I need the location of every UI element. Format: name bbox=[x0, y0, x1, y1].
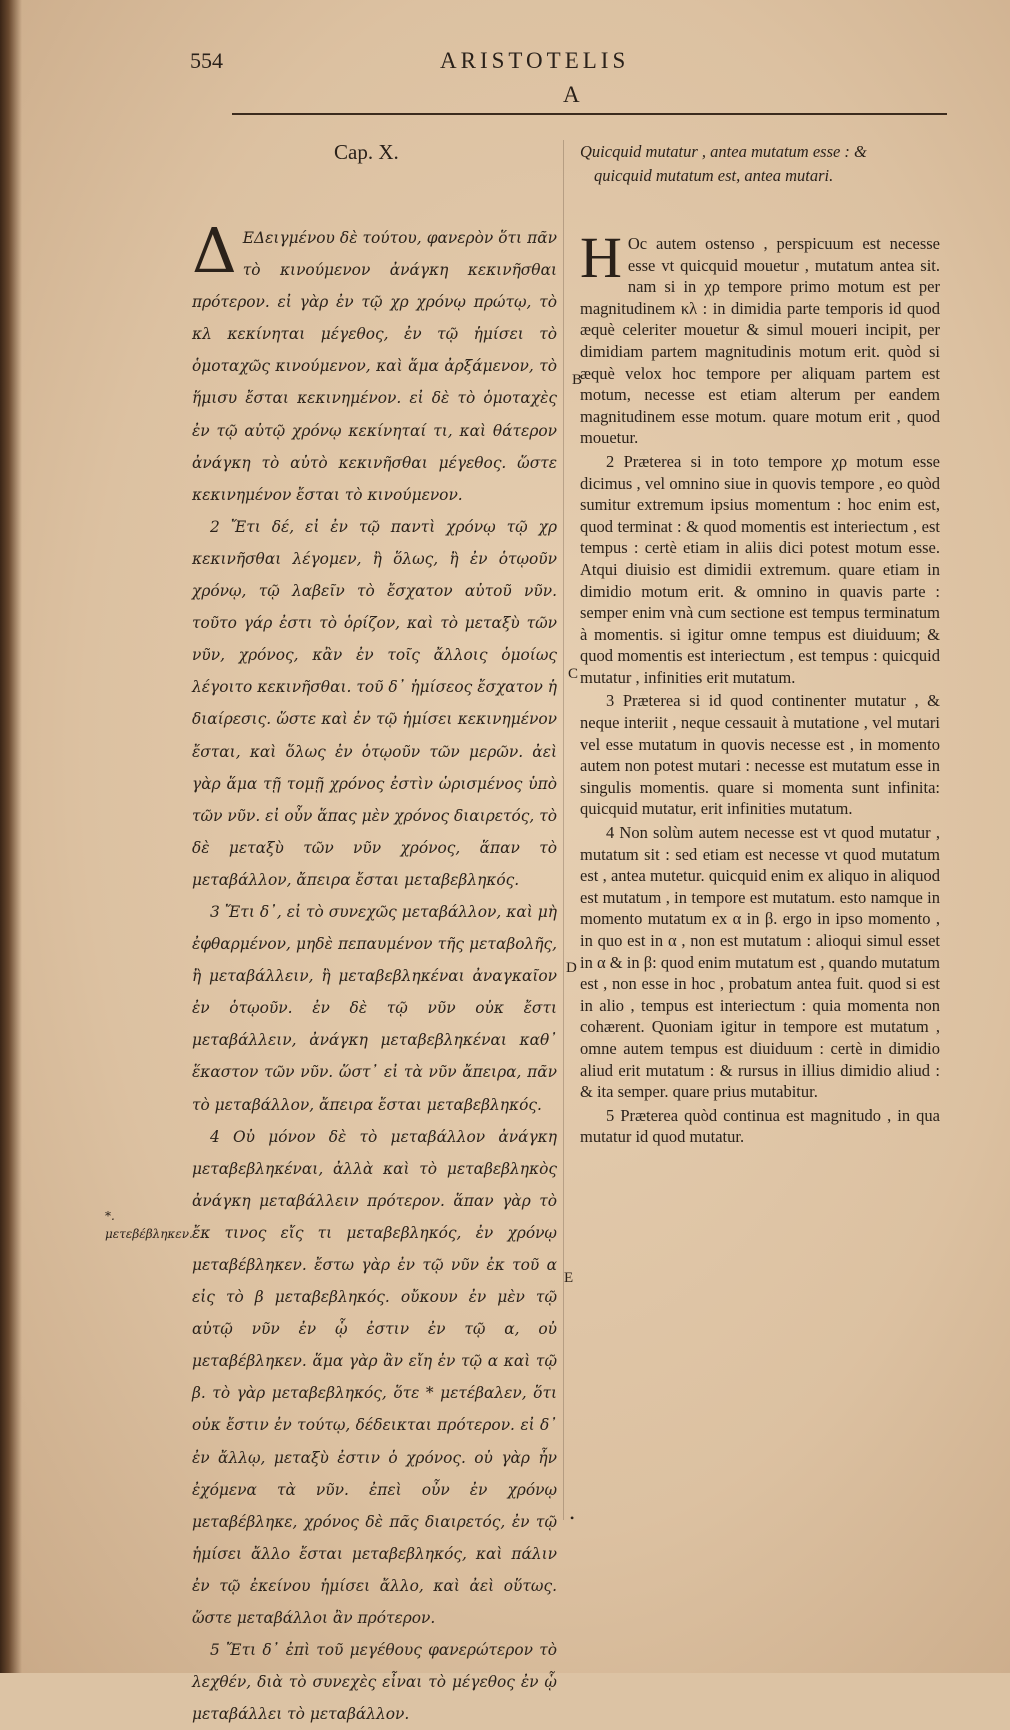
greek-text bbox=[192, 214, 557, 1730]
latin-paragraph-4: 4 Non solùm autem necesse est vt quod mutatur , mutatum sit : sed etiam est necesse vt quod mutatum est , antea mutetur. quicquid enim ex aliquo in aliquod est mutatum , in tempore est mutatum. esto namque in momento mutatum ex α in β. ergo in ipso momento , in quo est in α , non est mutatum : alioqui simul esset in α & in β: quod enim mutatum est , quando mutatum est , non esse in hoc , probatum antea fuit. quod si est in alio , tempus est interiectum : quia momenta non cohærent. Quoniam igitur in tempore est mutatum , omne autem tempus est diuiduum : certè in dimidio aliud erit mutatum : & rursus in illius dimidio aliud : & ita semper. quare prius mutabitur. bbox=[580, 823, 940, 1102]
drop-initial-h: H bbox=[580, 225, 622, 290]
greek-paragraph-4: 4 Οὐ μόνον δὲ τὸ μεταβάλλον ἀνάγκη μεταβεβληκέναι, ἀλλὰ καὶ τὸ μεταβεβληκὸς ἀνάγκη μεταβάλλειν πρότερον. ἅπαν γὰρ τὸ ἔκ τινος εἴς τι μεταβεβληκός, ἐν χρόνῳ μεταβέβληκεν. ἔστω γὰρ ἐν τῷ νῦν ἐκ τοῦ α εἰς τὸ β μεταβεβληκός. οὔκουν ἐν μὲν τῷ αὐτῷ νῦν ἐν ᾧ ἐστιν ἐν τῷ α, οὐ μεταβέβληκεν. ἅμα γὰρ ἂν εἴη ἐν τῷ α καὶ τῷ β. τὸ γὰρ μεταβεβληκός, ὅτε * μετέβαλεν, ὅτι οὐκ ἔστιν ἐν τούτῳ, δέδεικται πρότερον. εἰ δ᾽ ἐν ἄλλῳ, μεταξὺ ἐστιν ὁ χρόνος. οὐ γὰρ ἦν ἐχόμενα τὰ νῦν. ἐπεὶ οὖν ἐν χρόνῳ μεταβέβληκε, χρόνος δὲ πᾶς διαιρετός, ἐν τῷ ἡμίσει ἄλλο ἔσται μεταβεβληκός, καὶ πάλιν ἐν τῷ ἐκείνου ἡμίσει ἄλλο, καὶ ἀεὶ οὕτως. ὥστε μεταβάλλοι ἂν πρότερον. bbox=[192, 1127, 557, 1628]
chapter-summary-line-2: quicquid mutatum est, antea mutari. bbox=[594, 166, 834, 185]
greek-paragraph-5: 5 Ἔτι δ᾽ ἐπὶ τοῦ μεγέθους φανερώτερον τὸ λεχθέν, διὰ τὸ συνεχὲς εἶναι τὸ μέγεθος ἐν ᾧ μεταβάλλει τὸ μεταβάλλον. bbox=[192, 1641, 557, 1724]
column-divider bbox=[563, 140, 564, 1520]
page-number: 554 bbox=[190, 48, 223, 73]
chapter-summary bbox=[580, 140, 940, 188]
latin-paragraph-3: 3 Præterea si id quod continenter mutatur , & neque interiit , neque cessauit à mutatione , vel mutari vel esse mutatum in quovis necesse est , in momento autem non potest mutari : necesse est mutatum esse in singulis momentis. quare si momenta sunt infinita: quicquid mutatur, erit infinities mutatum. bbox=[580, 691, 940, 819]
greek-paragraph-1: Δ ΕΔειγμένου δὲ τούτου, φανερὸν ὅτι πᾶν τὸ κινούμενον ἀνάγκη κεκινῆσθαι πρότερον. εἰ γὰρ ἐν τῷ χρ χρόνῳ πρώτῳ, τὸ κλ κεκίνηται μέγεθος, ἐν τῷ ἡμίσει τὸ ὁμοταχῶς κινούμενον, καὶ ἅμα ἀρξάμενον, τὸ ἥμισυ ἔσται κεκινημένον. εἰ δὲ τὸ ὁμοταχὲς ἐν τῷ αὐτῷ χρόνῳ κεκίνηταί τι, καὶ θάτερον ἀνάγκη τὸ αὐτὸ κεκινῆσθαι μέγεθος. ὥστε κεκινημένον ἔσται τὸ κινούμενον. bbox=[192, 214, 557, 504]
section-marker-b: B bbox=[572, 372, 583, 388]
page-binding-shadow bbox=[0, 0, 22, 1673]
signature-mark: A bbox=[563, 82, 580, 107]
margin-note: *. μετεβέβληκεν. bbox=[105, 1209, 193, 1241]
latin-paragraph-2: 2 Præterea si in toto tempore χρ motum esse dicimus , vel omnino siue in quovis tempore , eo quòd sumitur extremum ipsius momentum : hoc enim est, quod terminat : & quod momentis est interiectum , est tempus : certè etiam in aliis dici potest motum esse. Atqui diuisio est dimidii extremum. quare etiam in dimidio motum erit. & omnino in quavis parte : semper enim vnà cum sectione est tempus terminatum à momentis. si igitur omne tempus est diuiduum; & quod momentis est interiectum , est tempus : quicquid mutatur , infinities erit mutatum. bbox=[580, 451, 940, 687]
latin-paragraph-5: 5 Præterea quòd continua est magnitudo , in qua mutatur id quod mutatur. bbox=[580, 1105, 940, 1147]
drop-initial-delta: Δ bbox=[192, 214, 237, 287]
section-marker-d: D bbox=[566, 960, 577, 976]
header-rule bbox=[232, 113, 947, 115]
greek-paragraph-2: 2 Ἔτι δέ, εἰ ἐν τῷ παντὶ χρόνῳ τῷ χρ κεκινῆσθαι λέγομεν, ἢ ὅλως, ἢ ἐν ὁτῳοῦν χρόνῳ, τῷ λαβεῖν τὸ ἔσχατον αὐτοῦ νῦν. τοῦτο γάρ ἐστι τὸ ὁρίζον, καὶ τὸ μεταξὺ τῶν νῦν, χρόνος, κἂν ἐν τοῖς ἄλλοις ὁμοίως λέγοιτο κεκινῆσθαι. τοῦ δ᾽ ἡμίσεος ἔσχατον ἡ διαίρεσις. ὥστε καὶ ἐν τῷ ἡμίσει κεκινημένον ἔσται, καὶ ὅλως ἐν ὁτῳοῦν τῶν μερῶν. ἀεὶ γὰρ ἅμα τῇ τομῇ χρόνος ἐστὶν ὡρισμένος ὑπὸ τῶν νῦν. εἰ οὖν ἅπας μὲν χρόνος διαιρετός, τὸ δὲ μεταξὺ τῶν νῦν χρόνος, ἅπαν τὸ μεταβάλλον, ἄπειρα ἔσται μεταβεβληκός. bbox=[192, 517, 557, 889]
page-header bbox=[190, 48, 950, 107]
section-marker-e: E bbox=[564, 1270, 574, 1286]
running-title: ARISTOTELIS bbox=[440, 48, 630, 73]
section-marker-c: C bbox=[568, 666, 579, 682]
chapter-summary-line-1: Quicquid mutatur , antea mutatum esse : & bbox=[580, 142, 867, 161]
greek-paragraph-3: 3 Ἔτι δ᾽, εἰ τὸ συνεχῶς μεταβάλλον, καὶ μὴ ἐφθαρμένον, μηδὲ πεπαυμένον τῆς μεταβολῆς, ἢ μεταβάλλειν, ἢ μεταβεβληκέναι ἀναγκαῖον ἐν ὁτῳοῦν. ἐν δὲ τῷ νῦν οὐκ ἔστι μεταβάλλειν, ἀνάγκη μεταβεβληκέναι καθ᾽ ἕκαστον τῶν νῦν. ὥστ᾽ εἰ τὰ νῦν ἄπειρα, πᾶν τὸ μεταβάλλον, ἄπειρα ἔσται μεταβεβληκός. bbox=[192, 902, 557, 1114]
latin-paragraph-1: H Oc autem ostenso , perspicuum est necesse esse vt quicquid mouetur , mutatum antea sit. nam si in χρ tempore primo motum est per magnitudinem κλ : in dimidia parte temporis id quod æquè celeriter mouetur & simul moueri incipit, per dimidiam partem magnitudinis motum erit. quòd si æquè velox hoc tempore per aliquam partem est motum, necesse est etiam alterum per eandem magnitudinem esse motum. quare motum erit , quod mouetur. bbox=[580, 225, 940, 448]
latin-text bbox=[580, 225, 940, 1150]
chapter-label: Cap. X. bbox=[334, 140, 399, 164]
printer-mark: • bbox=[570, 1511, 575, 1525]
